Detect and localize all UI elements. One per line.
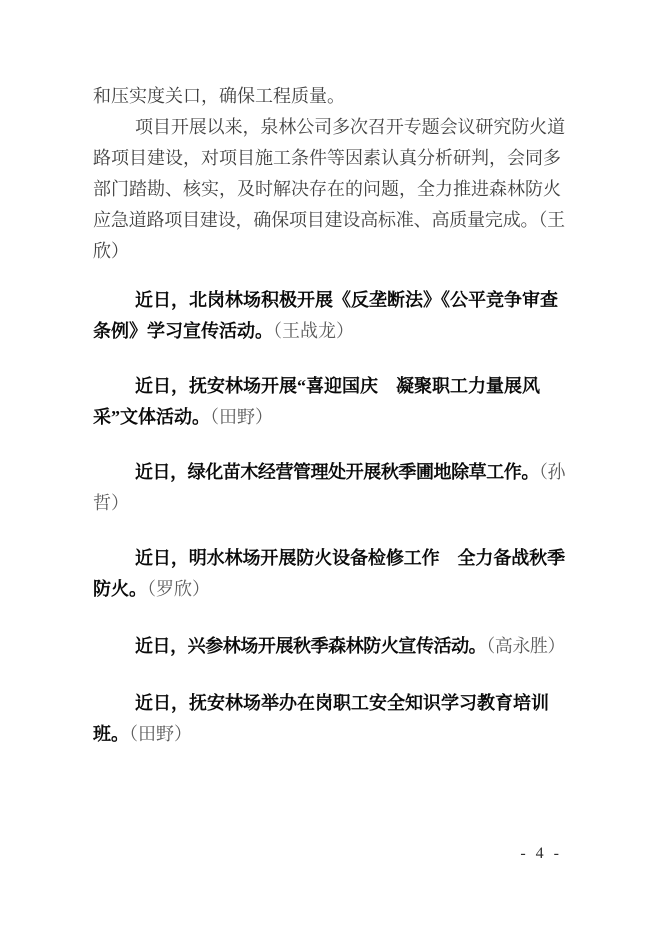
paragraph-text: 项目开展以来，泉林公司多次召开专题会议研究防火道 <box>135 117 565 137</box>
paragraph-text: 近日，抚安林场举办在岗职工安全知识学习教育培训 <box>135 693 549 713</box>
paragraph-text: 防火。 <box>93 579 147 599</box>
text-line <box>93 112 565 143</box>
page-number: - 4 - <box>520 845 562 862</box>
text-line <box>93 488 565 519</box>
para-fuan-sports-event <box>93 371 565 433</box>
para-quanlin-fire-road <box>93 112 565 267</box>
text-line <box>93 688 565 719</box>
byline-text: （高永胜） <box>486 636 565 656</box>
paragraph-text: 和压实度关口，确保工程质量。 <box>93 86 345 106</box>
text-line <box>93 143 565 174</box>
paragraph-text: 采”文体活动。 <box>93 407 210 427</box>
text-line <box>93 402 565 433</box>
paragraph-text: 部门踏勘、核实，及时解决存在的问题，全力推进森林防火 <box>93 179 561 199</box>
text-column <box>93 81 565 750</box>
text-line <box>93 574 565 605</box>
byline-text: 哲） <box>93 493 129 513</box>
byline-text: （孙 <box>538 462 565 482</box>
text-line <box>93 81 565 112</box>
byline-text: （王战龙） <box>273 321 354 341</box>
text-line <box>93 457 565 488</box>
text-line <box>93 285 565 316</box>
para-xingcan-fire-publicity <box>93 631 565 662</box>
para-fuan-safety-training <box>93 688 565 750</box>
paragraph-text: 欣） <box>93 241 129 261</box>
paragraph-text: 路项目建设，对项目施工条件等因素认真分析研判，会同多 <box>93 148 561 168</box>
text-line <box>93 719 565 750</box>
text-line <box>93 543 565 574</box>
para-mingshui-equipment <box>93 543 565 605</box>
paragraph-text: 近日，兴参林场开展秋季森林防火宣传活动。 <box>135 636 487 656</box>
byline-text: （田野） <box>210 407 273 427</box>
para-continuation <box>93 81 565 112</box>
text-line <box>93 631 565 662</box>
paragraph-text: 近日，北岗林场积极开展《反垄断法》《公平竞争审查 <box>135 290 558 310</box>
paragraph-text: 近日，抚安林场开展“喜迎国庆 凝聚职工力量展风 <box>135 376 540 396</box>
paragraph-text: 应急道路项目建设，确保项目建设高标准、高质量完成。（王 <box>93 210 565 230</box>
paragraph-text: 班。 <box>93 724 129 744</box>
paragraph-text: 近日，绿化苗木经营管理处开展秋季圃地除草工作。 <box>135 462 539 482</box>
text-line <box>93 174 565 205</box>
text-line <box>93 371 565 402</box>
paragraph-text: 条例》学习宣传活动。 <box>93 321 273 341</box>
paragraph-text: 近日，明水林场开展防火设备检修工作 全力备战秋季 <box>135 548 565 568</box>
text-line <box>93 205 565 236</box>
text-line <box>93 236 565 267</box>
byline-text: （田野） <box>129 724 192 744</box>
para-beigang-antimonopoly <box>93 285 565 347</box>
text-line <box>93 316 565 347</box>
byline-text: （罗欣） <box>147 579 210 599</box>
para-lvhua-weeding <box>93 457 565 519</box>
